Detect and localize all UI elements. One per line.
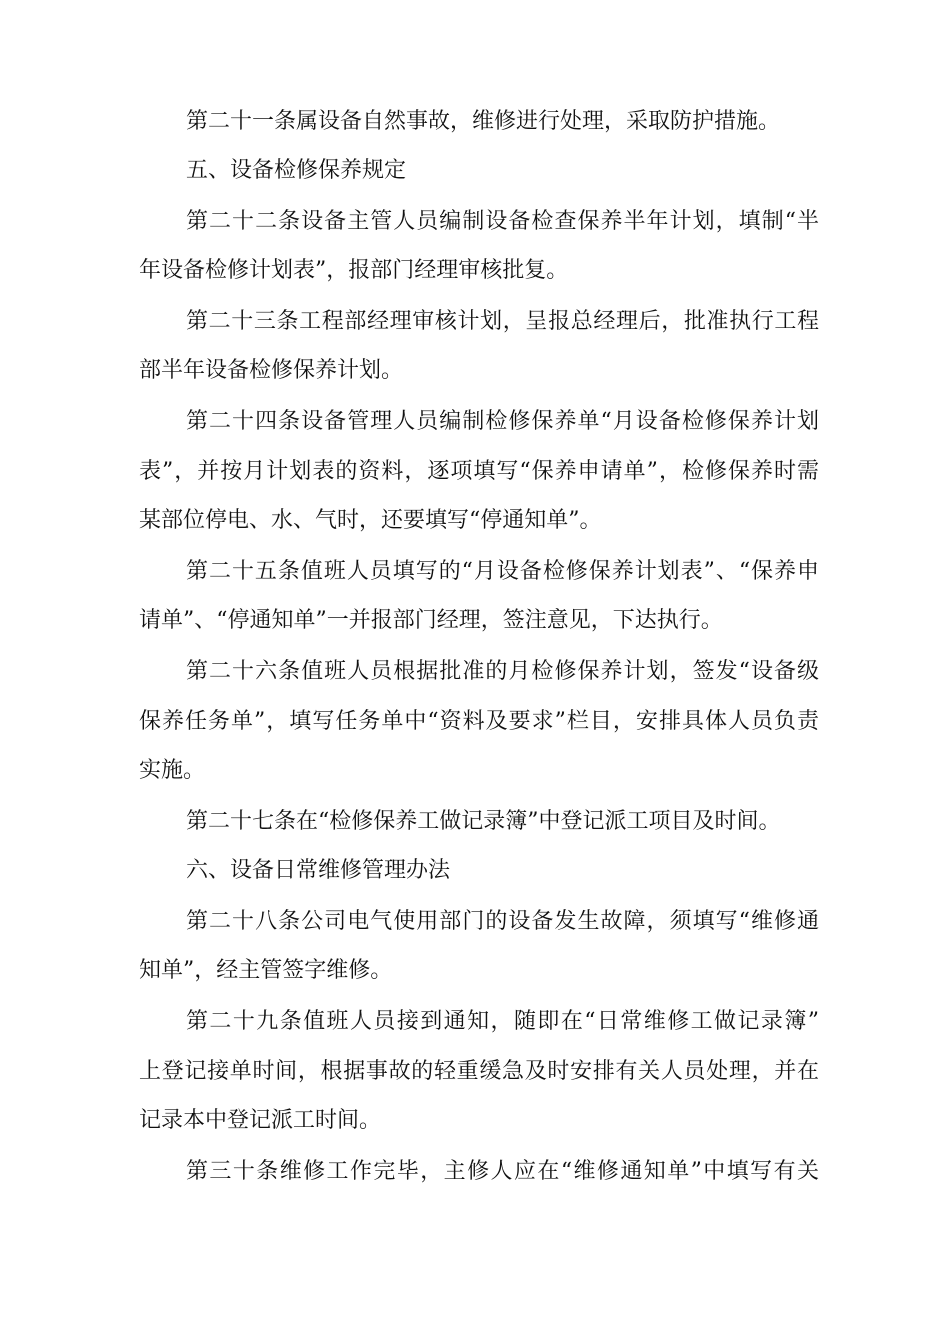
- paragraph-article-30-line-1: 第三十条维修工作完毕，主修人应在“维修通知单”中填写有关: [186, 1159, 819, 1184]
- paragraph-article-28-line-1: 第二十八条公司电气使用部门的设备发生故障，须填写“维修通: [186, 909, 819, 934]
- paragraph-article-27: 第二十七条在“检修保养工做记录簿”中登记派工项目及时间。: [186, 809, 781, 834]
- paragraph-article-23-line-1: 第二十三条工程部经理审核计划，呈报总经理后，批准执行工程: [186, 309, 819, 334]
- paragraph-article-29-line-2: 上登记接单时间，根据事故的轻重缓急及时安排有关人员处理，并在: [139, 1059, 819, 1084]
- paragraph-article-29-line-3: 记录本中登记派工时间。: [139, 1108, 382, 1133]
- paragraph-article-23-line-2: 部半年设备检修保养计划。: [139, 358, 404, 383]
- paragraph-article-26-line-1: 第二十六条值班人员根据批准的月检修保养计划，签发“设备级: [186, 659, 819, 684]
- paragraph-article-26-line-3: 实施。: [139, 758, 206, 783]
- paragraph-article-22-line-1: 第二十二条设备主管人员编制设备检查保养半年计划，填制“半: [186, 209, 819, 234]
- paragraph-article-24-line-1: 第二十四条设备管理人员编制检修保养单“月设备检修保养计划: [186, 409, 819, 434]
- section-heading-6: 六、设备日常维修管理办法: [186, 858, 451, 883]
- paragraph-article-29-line-1: 第二十九条值班人员接到通知，随即在“日常维修工做记录簿”: [186, 1009, 819, 1034]
- paragraph-article-25-line-1: 第二十五条值班人员填写的“月设备检修保养计划表”、“保养申: [186, 559, 819, 584]
- paragraph-article-22-line-2: 年设备检修计划表”，报部门经理审核批复。: [139, 258, 569, 283]
- paragraph-article-25-line-2: 请单”、“停通知单”一并报部门经理，签注意见，下达执行。: [139, 608, 723, 633]
- paragraph-article-21: 第二十一条属设备自然事故，维修进行处理，采取防护措施。: [186, 109, 781, 134]
- section-heading-5: 五、设备检修保养规定: [186, 158, 407, 183]
- paragraph-article-26-line-2: 保养任务单”，填写任务单中“资料及要求”栏目，安排具体人员负责: [139, 709, 819, 734]
- paragraph-article-24-line-3: 某部位停电、水、气时，还要填写“停通知单”。: [139, 508, 602, 533]
- paragraph-article-28-line-2: 知单”，经主管签字维修。: [139, 958, 393, 983]
- paragraph-article-24-line-2: 表”，并按月计划表的资料，逐项填写“保养申请单”，检修保养时需: [139, 459, 819, 484]
